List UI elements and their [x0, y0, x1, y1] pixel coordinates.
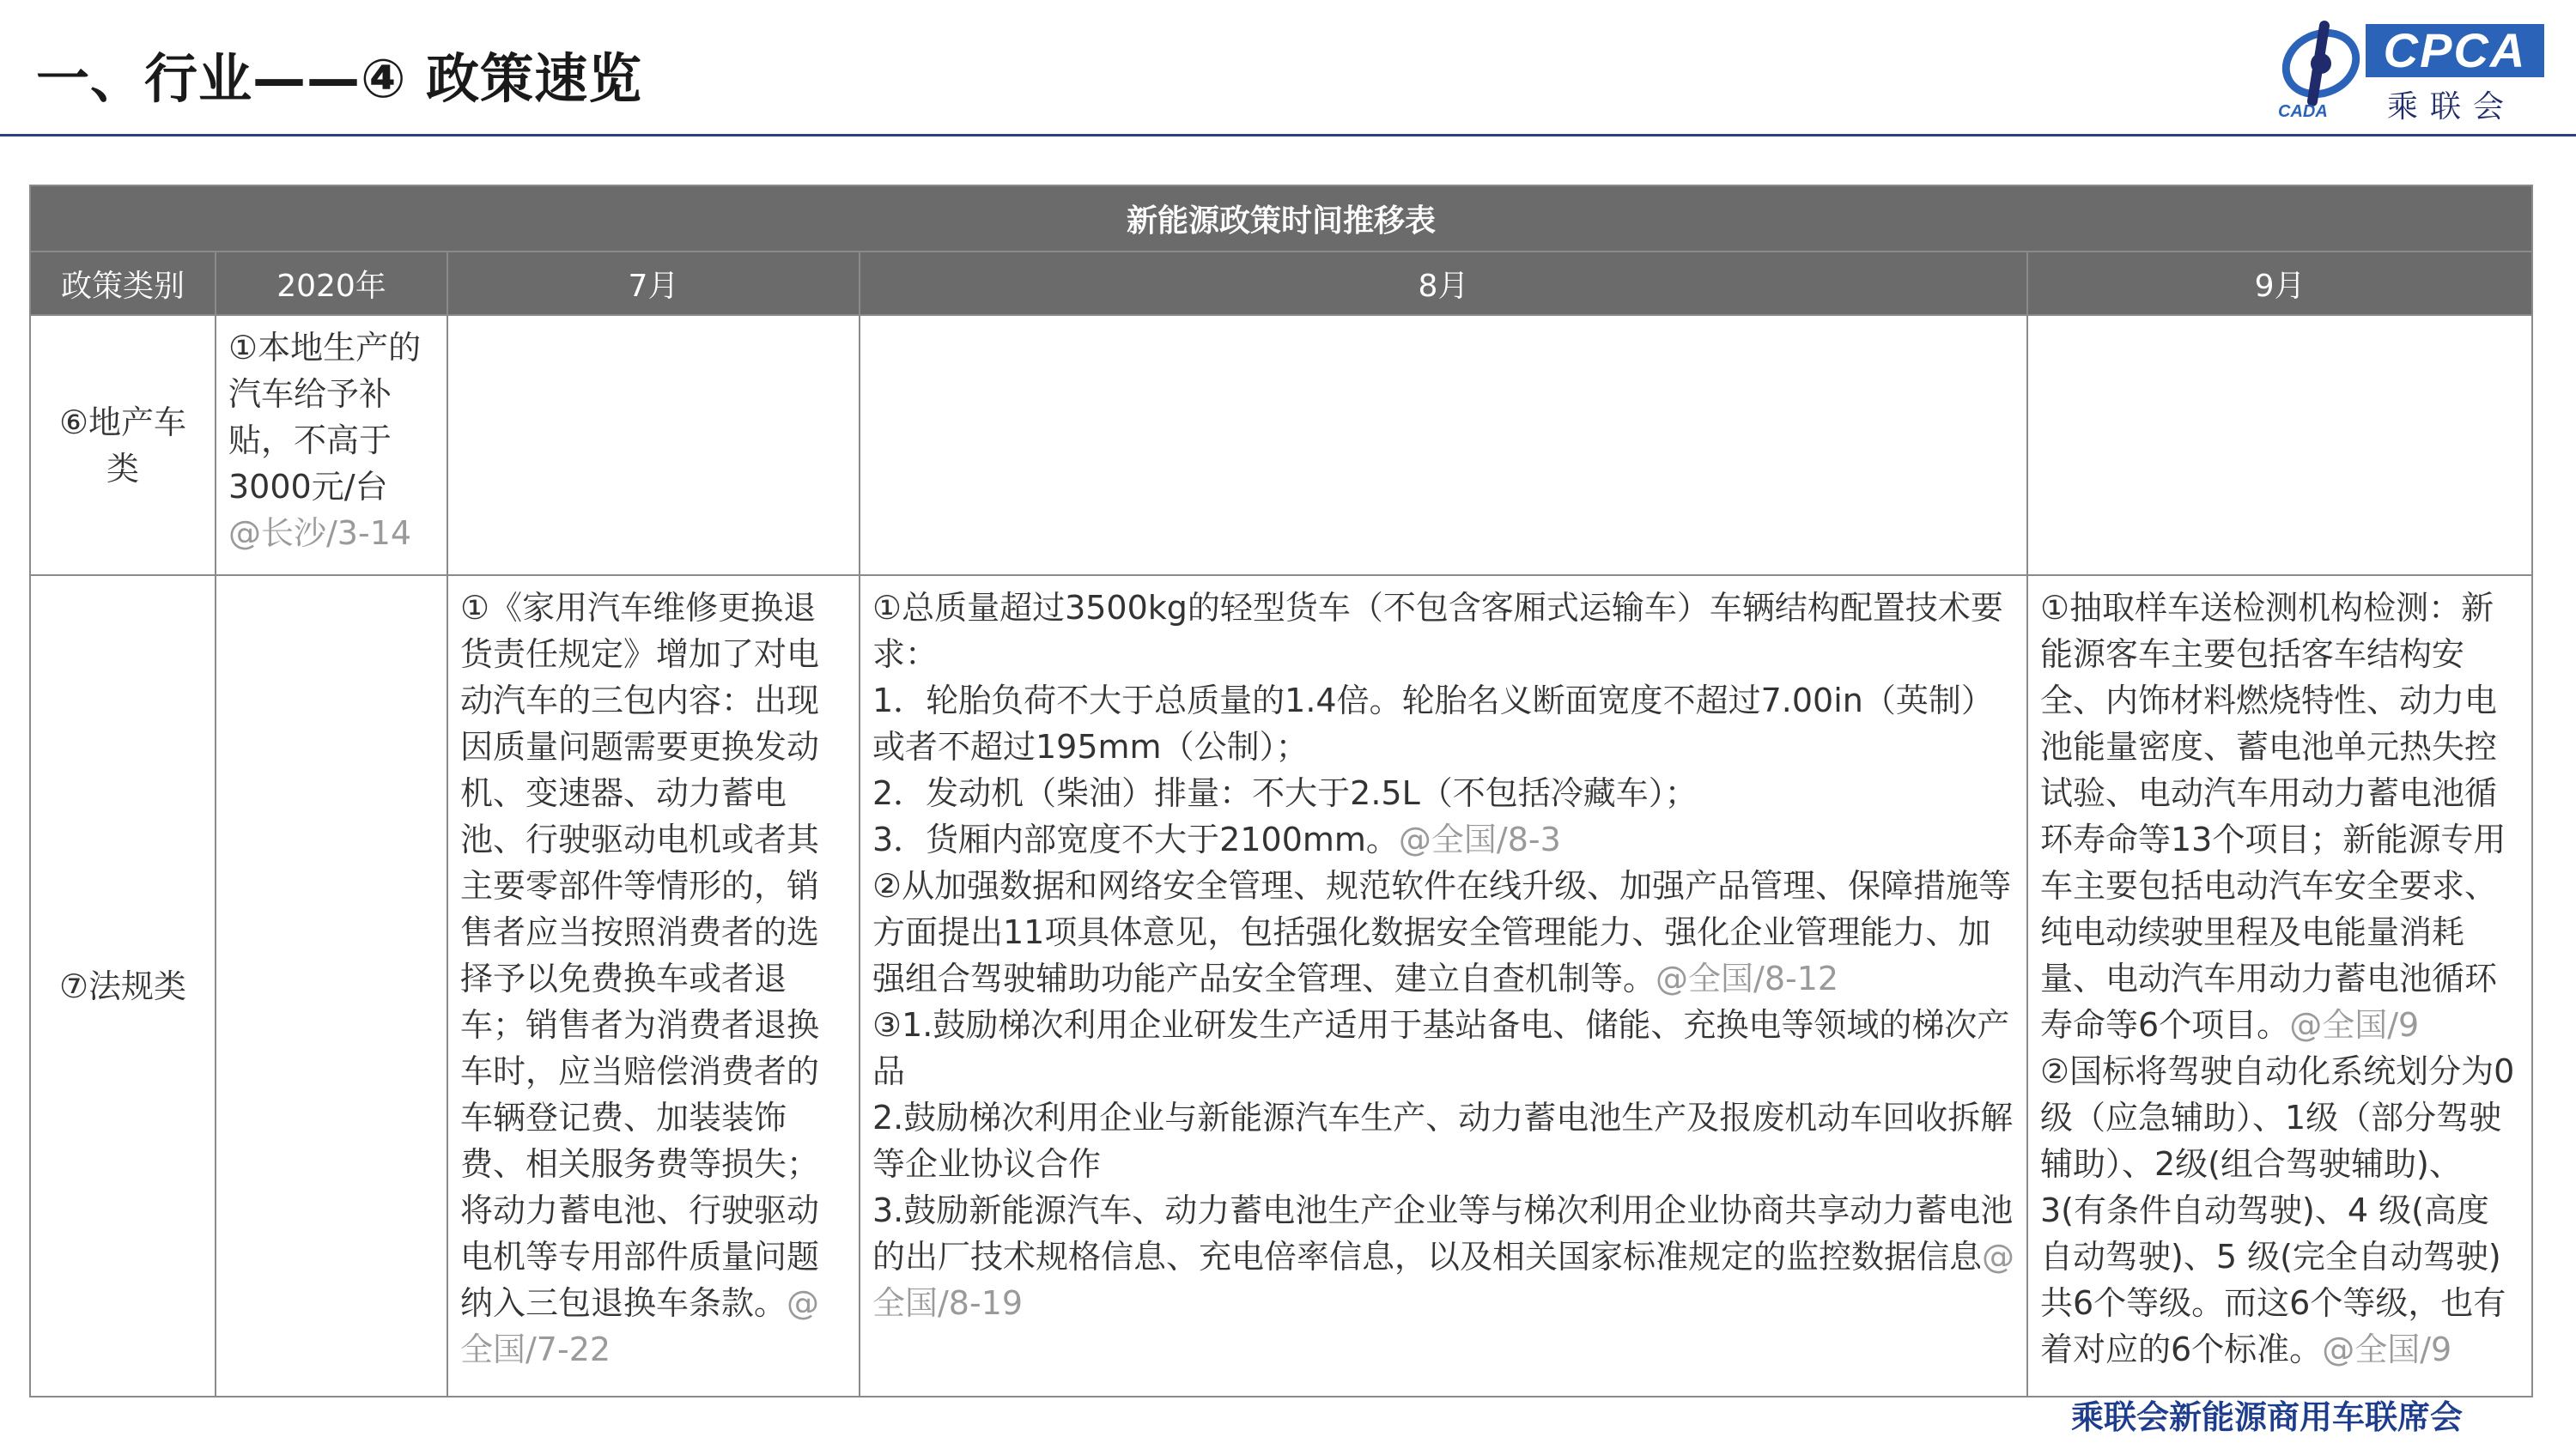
policy-source: @全国/7-22: [460, 1284, 820, 1368]
cada-emblem-icon: [2271, 19, 2366, 120]
policy-source: @全国/9: [2322, 1331, 2452, 1368]
policy-text: ①本地生产的汽车给予补贴，不高于3000元/台: [228, 329, 422, 506]
cada-caption: CADA: [2278, 102, 2328, 120]
policy-paragraph: [2040, 585, 2519, 1048]
logo-chinese-name: 乘联会: [2387, 89, 2517, 124]
policy-text: ②国标将驾驶自动化系统划分为0级（应急辅助）、1级（部分驾驶辅助）、2级(组合驾驶辅助)、3(有条件自动驾驶)、4 级(高度自动驾驶)、5 级(完全自动驾驶) 共6个等级。而这6个等级，也有着对应的6个标准。: [2040, 1052, 2515, 1368]
cpca-logo: [2271, 19, 2555, 124]
policy-paragraph: [872, 863, 2014, 1002]
column-header-july: 7月: [447, 252, 860, 315]
policy-text: 3.鼓励新能源汽车、动力蓄电池生产企业等与梯次利用企业协商共享动力蓄电池的出厂技术规格信息、充电倍率信息，以及相关国家标准规定的监控数据信息: [872, 1191, 2014, 1276]
title-divider: [0, 134, 2576, 136]
policy-source: @长沙/3-14: [228, 514, 412, 552]
policy-paragraph: [872, 1187, 2014, 1326]
logo-wordmark: CPCA: [2366, 24, 2544, 77]
column-header-2020: 2020年: [216, 252, 447, 315]
policy-paragraph: [872, 770, 2014, 816]
table-caption: 新能源政策时间推移表: [30, 185, 2532, 252]
policy-text: ①《家用汽车维修更换退货责任规定》增加了对电动汽车的三包内容：出现因质量问题需要更换发动机、变速器、动力蓄电池、行驶驱动电机或者其主要零部件等情形的，销售者应当按照消费者的选择予以免费换车或者退车；销售者为消费者退换车时，应当赔偿消费者的车辆登记费、加装装饰费、相关服务费等损失；将动力蓄电池、行驶驱动电机等专用部件质量问题纳入三包退换车条款。: [460, 589, 820, 1322]
table-row-regulations: [30, 575, 2532, 1397]
policy-paragraph: [2040, 1048, 2519, 1373]
cell-local-august: [860, 315, 2027, 575]
cell-regulation-september: [2027, 575, 2532, 1397]
policy-source: @全国/8-19: [872, 1238, 2015, 1322]
cell-regulation-2020: [216, 575, 447, 1397]
policy-text: ①抽取样车送检测机构检测：新能源客车主要包括客车结构安全、内饰材料燃烧特性、动力电池能量密度、蓄电池单元热失控试验、电动汽车用动力蓄电池循环寿命等13个项目；新能源专用车主要包括电动汽车安全要求、纯电动续驶里程及电能量消耗量、电动汽车用动力蓄电池循环寿命等6个项目。: [2040, 589, 2506, 1044]
policy-paragraph: [872, 1094, 2014, 1187]
policy-paragraph: [872, 1002, 2014, 1094]
cell-local-2020: [216, 315, 447, 575]
cell-regulation-august: [860, 575, 2027, 1397]
column-header-august: 8月: [860, 252, 2027, 315]
table-row-local-vehicles: [30, 315, 2532, 575]
policy-paragraph: [872, 816, 2014, 863]
policy-source: @全国/8-12: [1656, 960, 1839, 997]
policy-text: 3．货厢内部宽度不大于2100mm。: [872, 821, 1399, 858]
column-header-september: 9月: [2027, 252, 2532, 315]
policy-paragraph: [872, 677, 2014, 770]
policy-text: ①总质量超过3500kg的轻型货车（不包含客厢式运输车）车辆结构配置技术要求：: [872, 589, 2003, 673]
cell-local-july: [447, 315, 860, 575]
column-header-category: 政策类别: [30, 252, 216, 315]
policy-table-container: [29, 185, 2531, 1397]
cell-regulation-july: [447, 575, 860, 1397]
page-title: 一、行业——④ 政策速览: [36, 47, 643, 110]
policy-paragraph: [872, 585, 2014, 677]
policy-text: 2．发动机（柴油）排量：不大于2.5L（不包括冷藏车）；: [872, 774, 1698, 812]
policy-text: ②从加强数据和网络安全管理、规范软件在线升级、加强产品管理、保障措施等方面提出11项具体意见，包括强化数据安全管理能力、强化企业管理能力、加强组合驾驶辅助功能产品安全管理、建立自查机制等。: [872, 867, 2012, 997]
policy-text: ③1.鼓励梯次利用企业研发生产适用于基站备电、储能、充换电等领域的梯次产品: [872, 1006, 2010, 1090]
policy-text: 2.鼓励梯次利用企业与新能源汽车生产、动力蓄电池生产及报废机动车回收拆解等企业协议合作: [872, 1099, 2014, 1183]
policy-text: 1．轮胎负荷不大于总质量的1.4倍。轮胎名义断面宽度不超过7.00in（英制）或者不超过195mm（公制）；: [872, 682, 1994, 766]
policy-timeline-table: [29, 185, 2533, 1397]
policy-source: @全国/9: [2289, 1006, 2420, 1044]
row-category-local-vehicles: ⑥地产车类: [30, 315, 216, 575]
policy-source: @全国/8-3: [1398, 821, 1561, 858]
cell-local-september: [2027, 315, 2532, 575]
footer-organization: 乘联会新能源商用车联席会: [2070, 1398, 2463, 1436]
row-category-regulations: ⑦法规类: [30, 575, 216, 1397]
